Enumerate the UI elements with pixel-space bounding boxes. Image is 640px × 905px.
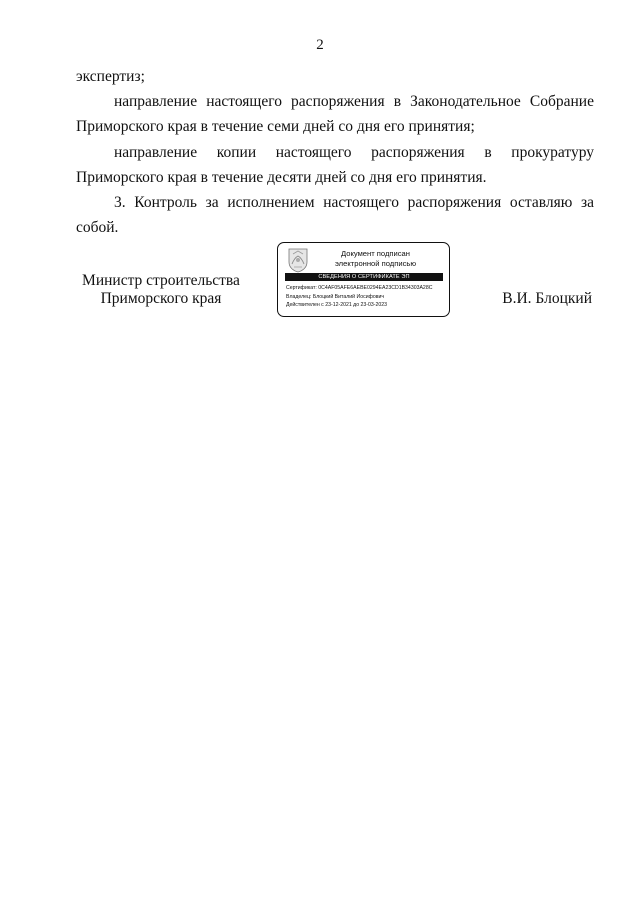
electronic-signature-stamp bbox=[277, 242, 450, 317]
paragraph-prosecutor: направление копии настоящего распоряжения в прокуратуру Приморского края в течение десяти дней со дня его принятия. bbox=[76, 143, 594, 186]
paragraph-legislative-assembly: направление настоящего распоряжения в Законодательное Собрание Приморского края в течение семи дней со дня его принятия; bbox=[76, 93, 594, 136]
stamp-certificate-number: Сертификат: 0C4AF05AFE6AEBE0294EA23CD1B34303A28C bbox=[286, 285, 433, 291]
paragraph-continuation: экспертиз; bbox=[76, 68, 145, 85]
signer-position-line2: Приморского края bbox=[100, 290, 222, 307]
stamp-owner: Владелец: Блоцкий Виталий Иосифович bbox=[286, 293, 385, 300]
stamp-heading bbox=[308, 249, 443, 269]
stamp-heading-line2: электронной подписью bbox=[334, 259, 417, 268]
signer-name: В.И. Блоцкий bbox=[502, 290, 592, 307]
paragraph-control: 3. Контроль за исполнением настоящего распоряжения оставляю за собой. bbox=[76, 194, 594, 237]
stamp-heading-line1: Документ подписан bbox=[341, 249, 410, 258]
signature-block bbox=[76, 242, 594, 322]
document-body bbox=[76, 64, 594, 240]
coat-of-arms-icon bbox=[287, 247, 309, 273]
stamp-certificate-bar: СВЕДЕНИЯ О СЕРТИФИКАТЕ ЭП bbox=[285, 273, 443, 281]
stamp-details bbox=[286, 284, 446, 310]
page-number: 2 bbox=[316, 37, 324, 53]
signer-position bbox=[76, 272, 246, 308]
stamp-validity: Действителен с 23-12-2021 до 23-03-2023 bbox=[286, 302, 388, 309]
signer-position-line1: Министр строительства bbox=[82, 272, 240, 289]
